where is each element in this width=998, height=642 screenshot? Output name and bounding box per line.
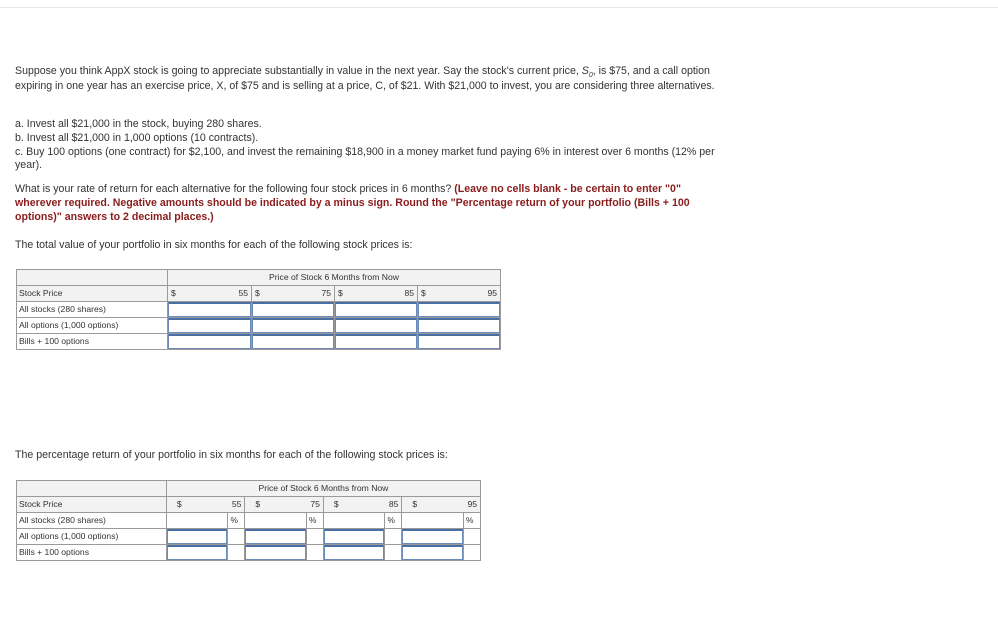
table-row bbox=[17, 545, 481, 561]
pct-input-options-85[interactable] bbox=[324, 529, 385, 544]
table2-price-85: 85 bbox=[388, 498, 399, 509]
row-label-all-stocks: All stocks (280 shares) bbox=[17, 513, 167, 529]
table1-price-85: 85 bbox=[404, 287, 414, 298]
table2-corner bbox=[17, 481, 167, 497]
value-input-bills-85[interactable] bbox=[335, 334, 417, 349]
percent-sign: % bbox=[385, 513, 402, 529]
table1-header: Price of Stock 6 Months from Now bbox=[168, 270, 501, 286]
instruction-text: (Leave no cells blank - be certain to enter "0" wherever required. Negative amounts should be indicated by a minus sign. Round the "Percentage return of your portfolio (Bills + 100 options)" answers to 2 decimal places.) bbox=[15, 183, 690, 223]
row-label-all-stocks: All stocks (280 shares) bbox=[17, 302, 168, 318]
alternative-a: a. Invest all $21,000 in the stock, buying 280 shares. bbox=[15, 118, 262, 130]
pct-input-options-95[interactable] bbox=[402, 529, 463, 544]
value-input-stocks-55[interactable] bbox=[168, 302, 251, 317]
pct-input-options-75[interactable] bbox=[245, 529, 306, 544]
total-value-table bbox=[16, 269, 501, 350]
pct-input-bills-95[interactable] bbox=[402, 545, 463, 560]
row-label-all-options: All options (1,000 options) bbox=[17, 318, 168, 334]
value-input-bills-75[interactable] bbox=[252, 334, 334, 349]
pct-input-bills-75[interactable] bbox=[245, 545, 306, 560]
top-divider bbox=[0, 7, 998, 8]
value-input-bills-55[interactable] bbox=[168, 334, 251, 349]
value-input-stocks-95[interactable] bbox=[418, 302, 500, 317]
table1-corner bbox=[17, 270, 168, 286]
table2-header: Price of Stock 6 Months from Now bbox=[166, 481, 480, 497]
percent-return-table bbox=[16, 480, 481, 561]
problem-intro: Suppose you think AppX stock is going to appreciate substantially in value in the next year. Say the stock's current price, $S_0$, is $75, and a call option expiring in one year has an exercise price, X, of $75 and is selling at a price, C, of $21. With $21,000 to invest, you are considering three alternatives. bbox=[15, 65, 715, 93]
pct-input-bills-55[interactable] bbox=[167, 545, 228, 560]
table-row bbox=[17, 302, 501, 318]
percent-sign: % bbox=[306, 513, 323, 529]
alternatives-list bbox=[15, 118, 735, 173]
value-input-options-55[interactable] bbox=[168, 318, 251, 333]
pct-input-options-55[interactable] bbox=[167, 529, 228, 544]
value-input-options-85[interactable] bbox=[335, 318, 417, 333]
table-row bbox=[17, 334, 501, 350]
value-input-options-95[interactable] bbox=[418, 318, 500, 333]
table-row bbox=[17, 513, 481, 529]
table2-price-55: 55 bbox=[231, 498, 242, 509]
table1-price-75: 75 bbox=[321, 287, 331, 298]
table-row bbox=[17, 318, 501, 334]
percent-sign: % bbox=[463, 513, 480, 529]
table1-price-55: 55 bbox=[238, 287, 248, 298]
table2-price-75: 75 bbox=[310, 498, 320, 509]
table1-price-95: 95 bbox=[487, 287, 497, 298]
table2-price-row: Stock Price $ 55 $ 75 $ 85 $ 95 bbox=[17, 497, 481, 513]
question-text: What is your rate of return for each alternative for the following four stock prices in 6 months? (Leave no cells blank - be certain to enter "0" wherever required. Negative amounts should be indicated by a minus sign. Round the "Percentage return of your portfolio (Bills + 100 options)" answers to 2 decimal places.) bbox=[15, 183, 690, 223]
table2-price-95: 95 bbox=[467, 498, 477, 509]
alternative-b: b. Invest all $21,000 in 1,000 options (10 contracts). bbox=[15, 131, 259, 144]
total-value-label: The total value of your portfolio in six months for each of the following stock prices is: bbox=[15, 239, 413, 251]
value-input-stocks-85[interactable] bbox=[335, 302, 417, 317]
pct-input-bills-85[interactable] bbox=[324, 545, 385, 560]
value-input-stocks-75[interactable] bbox=[252, 302, 334, 317]
table2-price-label: Stock Price bbox=[17, 497, 167, 513]
table-row bbox=[17, 529, 481, 545]
value-input-options-75[interactable] bbox=[252, 318, 334, 333]
row-label-bills-options: Bills + 100 options bbox=[17, 334, 168, 350]
table1-price-label: Stock Price bbox=[17, 286, 168, 302]
alternative-c: c. Buy 100 options (one contract) for $2,100, and invest the remaining $18,900 in a money market fund paying 6% in interest over 6 months (12% per year). bbox=[15, 145, 715, 172]
s0-symbol: $S_0$ bbox=[581, 65, 593, 80]
percent-sign: % bbox=[228, 513, 245, 529]
value-input-bills-95[interactable] bbox=[418, 334, 500, 349]
pct-return-label: The percentage return of your portfolio in six months for each of the following stock prices is: bbox=[15, 449, 448, 461]
row-label-bills-options: Bills + 100 options bbox=[17, 545, 167, 561]
row-label-all-options: All options (1,000 options) bbox=[17, 529, 167, 545]
table1-price-row: Stock Price $ 55 $ 75 $ 85 $ 95 bbox=[17, 286, 501, 302]
